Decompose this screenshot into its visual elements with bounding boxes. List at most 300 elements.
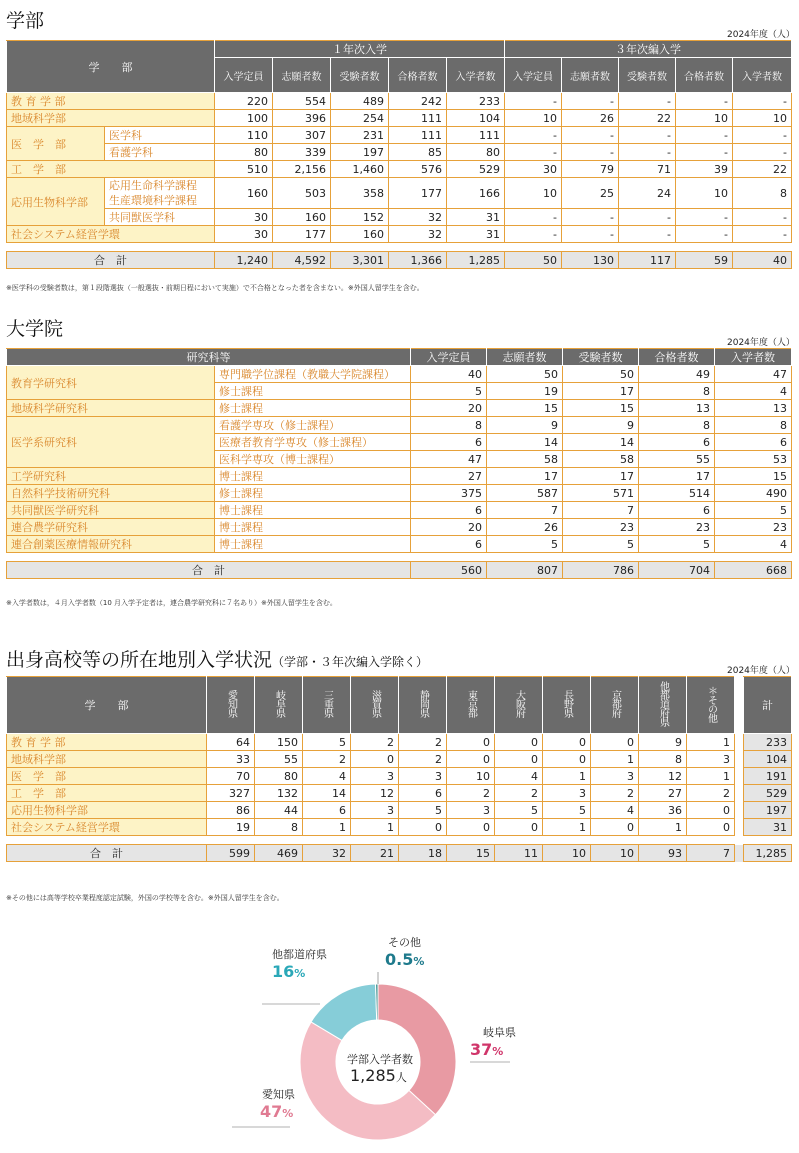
sum-cell: 233 <box>744 734 792 751</box>
value-cell: 0 <box>591 734 639 751</box>
value-cell: 19 <box>207 819 255 836</box>
gap-cell <box>735 677 744 734</box>
value-cell: 0 <box>687 819 735 836</box>
value-cell: - <box>562 144 619 161</box>
value-cell: 514 <box>639 485 715 502</box>
total-cell: 668 <box>715 562 792 579</box>
year-label-origin: 2024年度（人） <box>727 666 795 676</box>
course-cell: 博士課程 <box>215 536 411 553</box>
value-cell: - <box>676 144 733 161</box>
school-cell: 共同獣医学研究科 <box>7 502 215 519</box>
total-cell: 59 <box>676 252 733 269</box>
value-cell: 510 <box>215 161 273 178</box>
value-cell: 31 <box>447 226 505 243</box>
value-cell: - <box>562 209 619 226</box>
header-dept: 学 部 <box>7 677 207 734</box>
value-cell: 2,156 <box>273 161 331 178</box>
course-cell: 医科学専攻（博士課程） <box>215 451 411 468</box>
value-cell: 4 <box>303 768 351 785</box>
value-cell: 6 <box>411 434 487 451</box>
subdept-line: 応用生命科学課程 <box>109 179 197 192</box>
value-cell: - <box>619 144 676 161</box>
value-cell: 2 <box>399 751 447 768</box>
value-cell: 3 <box>351 802 399 819</box>
value-cell: 111 <box>389 127 447 144</box>
pref-header-text: 岐阜県 <box>273 690 285 717</box>
value-cell: - <box>562 127 619 144</box>
table-row <box>7 734 792 751</box>
donut-slice-0 <box>378 984 456 1115</box>
value-cell: 1 <box>687 734 735 751</box>
value-cell: 24 <box>619 178 676 209</box>
year-label-grad: 2024年度（人） <box>727 338 795 348</box>
value-cell: 4 <box>495 768 543 785</box>
total-cell: 11 <box>495 845 543 862</box>
value-cell: 39 <box>676 161 733 178</box>
table-row <box>7 751 792 768</box>
value-cell: - <box>505 93 562 110</box>
table-row <box>7 802 792 819</box>
total-cell: 3,301 <box>331 252 389 269</box>
value-cell: 26 <box>487 519 563 536</box>
value-cell: 31 <box>447 209 505 226</box>
course-cell: 博士課程 <box>215 519 411 536</box>
value-cell: 2 <box>495 785 543 802</box>
value-cell: 503 <box>273 178 331 209</box>
value-cell: 152 <box>331 209 389 226</box>
pref-header-text: 京都府 <box>609 690 621 717</box>
value-cell: - <box>619 127 676 144</box>
course-cell: 看護学専攻（修士課程） <box>215 417 411 434</box>
value-cell: - <box>619 93 676 110</box>
pct-others-unit: % <box>413 955 425 968</box>
school-cell: 医学系研究科 <box>7 417 215 468</box>
col-header: 入学定員 <box>411 349 487 366</box>
undergrad-body <box>7 93 792 269</box>
value-cell: 5 <box>639 536 715 553</box>
value-cell: - <box>733 127 792 144</box>
total-row <box>7 845 792 862</box>
value-cell: 6 <box>715 434 792 451</box>
school-cell: 自然科学技術研究科 <box>7 485 215 502</box>
pct-other-prefs-unit: % <box>294 967 306 980</box>
pct-others <box>385 950 424 969</box>
value-cell: 5 <box>563 536 639 553</box>
total-cell: 7 <box>687 845 735 862</box>
value-cell: 15 <box>563 400 639 417</box>
origin-subtitle: （学部・３年次編入学除く） <box>272 655 429 669</box>
value-cell: 55 <box>255 751 303 768</box>
gap-cell <box>735 819 744 836</box>
value-cell: 160 <box>331 226 389 243</box>
gap-cell <box>735 734 744 751</box>
value-cell: 587 <box>487 485 563 502</box>
value-cell: 4 <box>715 383 792 400</box>
value-cell: 10 <box>733 110 792 127</box>
pref-header-text: 他都道府県 <box>657 681 669 726</box>
value-cell: 25 <box>562 178 619 209</box>
value-cell: 110 <box>215 127 273 144</box>
table-row <box>7 93 792 110</box>
pref-header <box>639 677 687 734</box>
value-cell: 4 <box>715 536 792 553</box>
value-cell: 3 <box>543 785 591 802</box>
value-cell: 529 <box>447 161 505 178</box>
table-row <box>7 144 792 161</box>
value-cell: 40 <box>411 366 487 383</box>
gap-cell <box>7 553 792 562</box>
total-cell: 10 <box>591 845 639 862</box>
center-unit: 人 <box>395 1071 407 1084</box>
value-cell: 10 <box>676 110 733 127</box>
value-cell: 8 <box>639 383 715 400</box>
total-cell: 1,285 <box>447 252 505 269</box>
course-cell: 博士課程 <box>215 468 411 485</box>
value-cell: 576 <box>389 161 447 178</box>
gap-row <box>7 243 792 252</box>
total-cell: 786 <box>563 562 639 579</box>
col-header: 入学者数 <box>733 58 792 93</box>
pct-gifu-unit: % <box>492 1045 504 1058</box>
value-cell: 307 <box>273 127 331 144</box>
value-cell: 32 <box>389 226 447 243</box>
value-cell: 8 <box>715 417 792 434</box>
value-cell: - <box>733 144 792 161</box>
value-cell: - <box>676 209 733 226</box>
value-cell: 17 <box>487 468 563 485</box>
table-row <box>7 768 792 785</box>
value-cell: - <box>619 226 676 243</box>
pct-gifu-value: 37 <box>470 1040 493 1059</box>
value-cell: 22 <box>619 110 676 127</box>
total-cell: 4,592 <box>273 252 331 269</box>
value-cell: 49 <box>639 366 715 383</box>
value-cell: - <box>562 226 619 243</box>
col-header: 合格者数 <box>639 349 715 366</box>
table-row <box>7 417 792 434</box>
value-cell: 1 <box>351 819 399 836</box>
value-cell: 358 <box>331 178 389 209</box>
value-cell: 5 <box>715 502 792 519</box>
gap-row <box>7 836 792 845</box>
value-cell: 20 <box>411 519 487 536</box>
gap-cell <box>735 751 744 768</box>
table-row <box>7 178 792 209</box>
col-header: 受験者数 <box>563 349 639 366</box>
subdept-cell: 共同獣医学科 <box>105 209 215 226</box>
table-row <box>7 519 792 536</box>
table-row <box>7 400 792 417</box>
value-cell: 339 <box>273 144 331 161</box>
pref-header-text: 三重県 <box>321 690 333 717</box>
pct-other-prefs <box>272 962 305 981</box>
value-cell: 23 <box>715 519 792 536</box>
value-cell: 3 <box>687 751 735 768</box>
total-cell: 560 <box>411 562 487 579</box>
label-others: その他 <box>388 936 421 949</box>
value-cell: 1 <box>543 768 591 785</box>
note-origin: ※その他には高等学校卒業程度認定試験，外国の学校等を含む。※外国人留学生を含む。 <box>6 894 284 902</box>
value-cell: 6 <box>639 434 715 451</box>
value-cell: 9 <box>487 417 563 434</box>
value-cell: 80 <box>215 144 273 161</box>
value-cell: - <box>733 209 792 226</box>
value-cell: 5 <box>543 802 591 819</box>
total-cell: 21 <box>351 845 399 862</box>
note-grad: ※入学者数は，４月入学者数（10 月入学予定者は，連合農学研究科に７名あり）※外国人留学生を含む。 <box>6 599 337 607</box>
value-cell: 554 <box>273 93 331 110</box>
value-cell: 23 <box>563 519 639 536</box>
value-cell: 30 <box>215 209 273 226</box>
value-cell: 1 <box>303 819 351 836</box>
table-row <box>7 226 792 243</box>
dept-cell: 地域科学部 <box>7 751 207 768</box>
value-cell: 50 <box>487 366 563 383</box>
value-cell: 160 <box>273 209 331 226</box>
value-cell: 0 <box>447 734 495 751</box>
value-cell: 254 <box>331 110 389 127</box>
col-header: 入学者数 <box>715 349 792 366</box>
value-cell: 0 <box>591 819 639 836</box>
value-cell: 3 <box>351 768 399 785</box>
value-cell: 12 <box>639 768 687 785</box>
table-row <box>7 110 792 127</box>
pct-aichi-value: 47 <box>260 1102 283 1121</box>
table-row <box>7 785 792 802</box>
value-cell: 231 <box>331 127 389 144</box>
total-cell: 32 <box>303 845 351 862</box>
value-cell: 3 <box>447 802 495 819</box>
value-cell: 2 <box>303 751 351 768</box>
value-cell: 375 <box>411 485 487 502</box>
value-cell: 571 <box>563 485 639 502</box>
pct-others-value: 0.5 <box>385 950 414 969</box>
subdept-cell: 医学科 <box>105 127 215 144</box>
value-cell: 85 <box>389 144 447 161</box>
col-header: 合格者数 <box>389 58 447 93</box>
donut-chart <box>0 920 799 1149</box>
value-cell: 489 <box>331 93 389 110</box>
value-cell: 70 <box>207 768 255 785</box>
value-cell: 15 <box>715 468 792 485</box>
sum-cell: 1,285 <box>744 845 792 862</box>
value-cell: 8 <box>255 819 303 836</box>
value-cell: 19 <box>487 383 563 400</box>
dept-cell: 社会システム経営学環 <box>7 819 207 836</box>
label-other-prefs: 他都道府県 <box>272 948 327 961</box>
dept-cell: 応用生物科学部 <box>7 178 105 226</box>
value-cell: - <box>562 93 619 110</box>
value-cell: 6 <box>639 502 715 519</box>
value-cell: 47 <box>715 366 792 383</box>
dept-cell: 工 学 部 <box>7 785 207 802</box>
value-cell: 6 <box>411 502 487 519</box>
value-cell: 0 <box>351 751 399 768</box>
value-cell: 14 <box>563 434 639 451</box>
course-cell: 医療者教育学専攻（修士課程） <box>215 434 411 451</box>
pref-header <box>687 677 735 734</box>
value-cell: 10 <box>505 178 562 209</box>
value-cell: 1 <box>591 751 639 768</box>
center-value: 1,285 <box>350 1066 396 1085</box>
school-cell: 連合創薬医療情報研究科 <box>7 536 215 553</box>
value-cell: 86 <box>207 802 255 819</box>
col-header: 入学者数 <box>447 58 505 93</box>
sum-header: 計 <box>744 677 792 734</box>
value-cell: 111 <box>389 110 447 127</box>
sum-cell: 529 <box>744 785 792 802</box>
value-cell: 15 <box>487 400 563 417</box>
value-cell: 233 <box>447 93 505 110</box>
value-cell: 50 <box>563 366 639 383</box>
dept-cell: 工 学 部 <box>7 161 215 178</box>
table-row <box>7 536 792 553</box>
value-cell: - <box>676 127 733 144</box>
value-cell: 396 <box>273 110 331 127</box>
header-graduate-school: 研究科等 <box>7 349 411 366</box>
value-cell: - <box>505 226 562 243</box>
pref-header-text: ＊その他 <box>705 685 717 722</box>
value-cell: 6 <box>303 802 351 819</box>
value-cell: 3 <box>591 768 639 785</box>
value-cell: 80 <box>255 768 303 785</box>
pref-header <box>255 677 303 734</box>
gap-cell <box>735 768 744 785</box>
school-cell: 工学研究科 <box>7 468 215 485</box>
pref-header <box>303 677 351 734</box>
sum-cell: 104 <box>744 751 792 768</box>
value-cell: 0 <box>447 819 495 836</box>
total-label: 合 計 <box>7 845 207 862</box>
value-cell: 13 <box>715 400 792 417</box>
donut-center-value <box>350 1066 407 1085</box>
value-cell: 27 <box>639 785 687 802</box>
pref-header <box>207 677 255 734</box>
section-title-grad: 大学院 <box>6 318 64 340</box>
value-cell: 32 <box>389 209 447 226</box>
value-cell: 177 <box>273 226 331 243</box>
value-cell: - <box>505 127 562 144</box>
table-row <box>7 819 792 836</box>
section-title-undergrad: 学部 <box>6 10 45 32</box>
school-cell: 地域科学研究科 <box>7 400 215 417</box>
header-year3: ３年次編入学 <box>505 41 792 58</box>
pref-header <box>591 677 639 734</box>
course-cell: 修士課程 <box>215 485 411 502</box>
sum-cell: 31 <box>744 819 792 836</box>
value-cell: 58 <box>563 451 639 468</box>
value-cell: 6 <box>411 536 487 553</box>
dept-cell: 教 育 学 部 <box>7 93 215 110</box>
dept-cell: 地域科学部 <box>7 110 215 127</box>
gap-cell <box>735 845 744 862</box>
value-cell: 80 <box>447 144 505 161</box>
value-cell: 10 <box>505 110 562 127</box>
value-cell: 71 <box>619 161 676 178</box>
dept-cell: 教 育 学 部 <box>7 734 207 751</box>
total-cell: 1,366 <box>389 252 447 269</box>
value-cell: 0 <box>543 734 591 751</box>
value-cell: 0 <box>447 751 495 768</box>
dept-cell: 応用生物科学部 <box>7 802 207 819</box>
value-cell: 26 <box>562 110 619 127</box>
value-cell: 12 <box>351 785 399 802</box>
value-cell: 4 <box>591 802 639 819</box>
course-cell: 博士課程 <box>215 502 411 519</box>
value-cell: 17 <box>563 468 639 485</box>
value-cell: 17 <box>563 383 639 400</box>
value-cell: 490 <box>715 485 792 502</box>
col-header: 志願者数 <box>562 58 619 93</box>
subdept-cell: 看護学科 <box>105 144 215 161</box>
value-cell: - <box>505 209 562 226</box>
total-cell: 130 <box>562 252 619 269</box>
value-cell: 1 <box>687 768 735 785</box>
value-cell: 14 <box>303 785 351 802</box>
gap-cell <box>7 243 792 252</box>
value-cell: 0 <box>495 734 543 751</box>
value-cell: 9 <box>563 417 639 434</box>
value-cell: 55 <box>639 451 715 468</box>
table-row <box>7 485 792 502</box>
value-cell: 1 <box>543 819 591 836</box>
total-cell: 807 <box>487 562 563 579</box>
table-row <box>7 127 792 144</box>
value-cell: 36 <box>639 802 687 819</box>
total-row <box>7 252 792 269</box>
table-row <box>7 161 792 178</box>
origin-title-text: 出身高校等の所在地別入学状況 <box>6 649 273 671</box>
value-cell: 8 <box>639 751 687 768</box>
value-cell: 0 <box>495 819 543 836</box>
value-cell: 9 <box>639 734 687 751</box>
grad-body <box>7 366 792 579</box>
value-cell: 7 <box>487 502 563 519</box>
col-header: 志願者数 <box>487 349 563 366</box>
value-cell: 2 <box>447 785 495 802</box>
section-title-origin <box>6 645 428 672</box>
total-cell: 15 <box>447 845 495 862</box>
value-cell: - <box>505 144 562 161</box>
col-header: 受験者数 <box>331 58 389 93</box>
value-cell: 7 <box>563 502 639 519</box>
value-cell: - <box>733 93 792 110</box>
col-header: 受験者数 <box>619 58 676 93</box>
value-cell: 220 <box>215 93 273 110</box>
value-cell: 27 <box>411 468 487 485</box>
value-cell: - <box>619 209 676 226</box>
value-cell: 8 <box>411 417 487 434</box>
value-cell: 5 <box>399 802 447 819</box>
donut-center-title: 学部入学者数 <box>347 1053 413 1066</box>
value-cell: 1,460 <box>331 161 389 178</box>
pref-header-text: 大阪府 <box>513 690 525 717</box>
pref-header <box>447 677 495 734</box>
value-cell: 2 <box>591 785 639 802</box>
total-cell: 50 <box>505 252 562 269</box>
table-row <box>7 502 792 519</box>
value-cell: 327 <box>207 785 255 802</box>
value-cell: 8 <box>639 417 715 434</box>
value-cell: 104 <box>447 110 505 127</box>
value-cell: 5 <box>487 536 563 553</box>
total-cell: 40 <box>733 252 792 269</box>
year-label-undergrad: 2024年度（人） <box>727 30 795 40</box>
value-cell: 47 <box>411 451 487 468</box>
value-cell: 166 <box>447 178 505 209</box>
value-cell: 132 <box>255 785 303 802</box>
col-header: 合格者数 <box>676 58 733 93</box>
